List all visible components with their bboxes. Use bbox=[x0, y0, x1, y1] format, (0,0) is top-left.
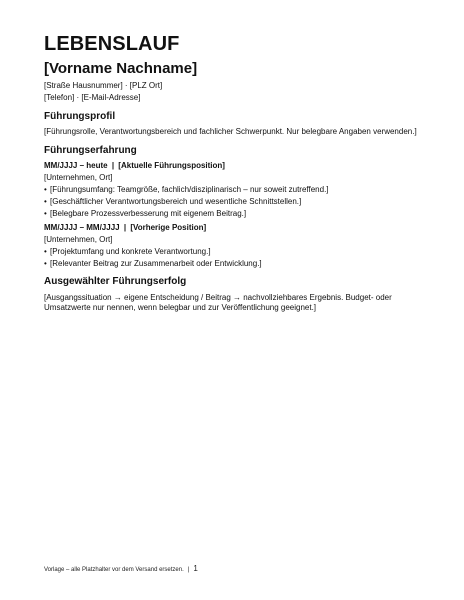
position-1-title: [Aktuelle Führungsposition] bbox=[118, 161, 225, 170]
position-1-bullet-2 bbox=[44, 197, 301, 207]
contact-line: [Telefon] · [E-Mail-Adresse] bbox=[44, 93, 141, 102]
bullet-text: [Projektumfang und konkrete Verantwortung.] bbox=[50, 247, 211, 256]
achievement-line-2: Umsatzwerte nur nennen, wenn belegbar und zur Veröffentlichung geeignet.] bbox=[44, 303, 317, 312]
bullet-text: [Relevanter Beitrag zur Zusammenarbeit oder Entwicklung.] bbox=[50, 259, 262, 268]
bullet-icon: • bbox=[44, 185, 47, 194]
position-2-bullet-1 bbox=[44, 247, 211, 257]
bullet-icon: • bbox=[44, 259, 47, 268]
achievement-line-1: [Ausgangssituation → eigene Entscheidung / Beitrag → nachvollziehbares Ergebnis. Budget- oder bbox=[44, 293, 392, 302]
position-1-bullet-3 bbox=[44, 209, 246, 219]
page-footer bbox=[44, 564, 198, 575]
experience-heading: Führungserfahrung bbox=[44, 145, 137, 156]
position-1-separator: | bbox=[111, 161, 115, 170]
position-1-header bbox=[44, 161, 225, 171]
person-name: [Vorname Nachname] bbox=[44, 60, 198, 77]
position-1-company: [Unternehmen, Ort] bbox=[44, 173, 113, 182]
page-number: 1 bbox=[193, 564, 198, 573]
bullet-text: [Belegbare Prozessverbesserung mit eigenem Beitrag.] bbox=[50, 209, 247, 218]
bullet-text: [Führungsumfang: Teamgröße, fachlich/disziplinarisch – nur soweit zutreffend.] bbox=[50, 185, 329, 194]
address-line: [Straße Hausnummer] · [PLZ Ort] bbox=[44, 81, 163, 90]
profile-text: [Führungsrolle, Verantwortungsbereich und fachlicher Schwerpunkt. Nur belegbare Angaben verwenden.] bbox=[44, 127, 417, 136]
achievement-heading: Ausgewählter Führungserfolg bbox=[44, 276, 187, 287]
position-1-dates: MM/JJJJ – heute bbox=[44, 161, 108, 170]
document-title: LEBENSLAUF bbox=[44, 33, 180, 55]
bullet-icon: • bbox=[44, 247, 47, 256]
position-2-separator: | bbox=[123, 223, 127, 232]
footer-separator: | bbox=[187, 567, 190, 573]
position-2-title: [Vorherige Position] bbox=[130, 223, 207, 232]
position-2-header bbox=[44, 223, 206, 233]
footer-note: Vorlage – alle Platzhalter vor dem Versand ersetzen. bbox=[44, 567, 184, 573]
position-2-bullet-2 bbox=[44, 259, 262, 269]
bullet-icon: • bbox=[44, 209, 47, 218]
position-1-bullet-1 bbox=[44, 185, 329, 195]
position-2-company: [Unternehmen, Ort] bbox=[44, 235, 113, 244]
profile-heading: Führungsprofil bbox=[44, 111, 116, 122]
bullet-text: [Geschäftlicher Verantwortungsbereich und wesentliche Schnittstellen.] bbox=[50, 197, 302, 206]
bullet-icon: • bbox=[44, 197, 47, 206]
position-2-dates: MM/JJJJ – MM/JJJJ bbox=[44, 223, 120, 232]
